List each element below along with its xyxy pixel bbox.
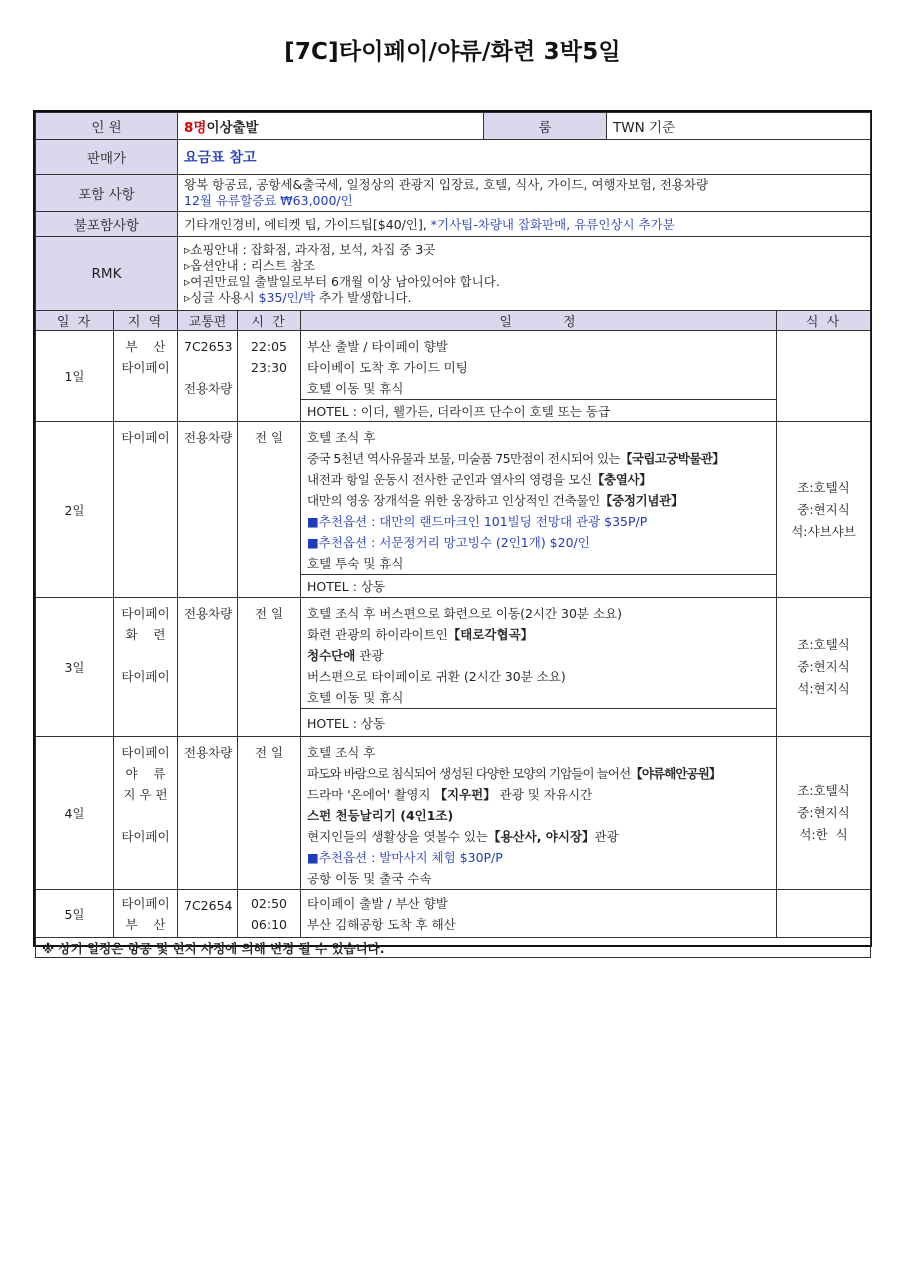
day5-time xyxy=(238,890,301,938)
day4-sched-5-place: 【용산사, 야시장】 xyxy=(487,829,595,844)
day3-region-3: 타이페이 xyxy=(121,669,170,684)
day4-sched-2-place: 【야류해안공원】 xyxy=(630,766,721,781)
day4-sched-3-text: 드라마 '온에어' 촬영지 xyxy=(307,787,435,802)
day4-region-3: 지 우 펀 xyxy=(123,787,168,802)
rmk-line-2: ▹옵션안내 : 리스트 참조 xyxy=(184,257,316,273)
day4-label: 4일 xyxy=(36,737,114,890)
rmk-line-4-prefix: ▹싱글 사용시 xyxy=(184,289,259,305)
day1-hotel: HOTEL : 이더, 웰가든, 더라이프 단수이 호텔 또는 동급 xyxy=(301,400,777,422)
day1-label: 1일 xyxy=(36,331,114,422)
day3-row xyxy=(36,598,871,709)
day2-sched-4-place: 【중정기념관】 xyxy=(599,493,684,508)
header-day: 일 자 xyxy=(36,311,114,331)
day1-sched-3: 호텔 이동 및 휴식 xyxy=(307,381,404,396)
day4-sched-1: 호텔 조식 후 xyxy=(307,745,376,760)
day3-schedule xyxy=(301,598,777,709)
rmk-line-4 xyxy=(184,290,864,306)
day2-sched-4 xyxy=(307,490,770,511)
day4-schedule xyxy=(301,737,777,890)
people-label: 인 원 xyxy=(36,113,178,140)
day4-meal xyxy=(777,737,871,890)
day4-dinner: 석:한 식 xyxy=(799,827,848,842)
day4-option-1: ■추천옵션 : 발마사지 체험 $30P/P xyxy=(307,850,503,865)
day3-sched-2-place: 【태로각협곡】 xyxy=(447,627,534,642)
day5-time-1: 02:50 xyxy=(250,895,288,911)
schedule-header-row xyxy=(36,311,871,331)
day2-meal xyxy=(777,422,871,598)
day4-region-4: 타이페이 xyxy=(121,829,170,844)
info-row-people xyxy=(36,113,871,140)
day2-sched-2 xyxy=(307,448,770,469)
day2-region xyxy=(114,422,178,598)
info-row-exclude xyxy=(36,212,871,237)
include-line1: 왕복 항공료, 공항세&출국세, 일정상의 관광지 입장료, 호텔, 식사, 가이드, 여행자보험, 전용차량 xyxy=(184,177,709,192)
day3-lunch: 중:현지식 xyxy=(797,659,850,674)
header-time: 시 간 xyxy=(238,311,301,331)
page-title: [7C]타이페이/야류/화련 3박5일 xyxy=(284,39,621,65)
header-meal: 식 사 xyxy=(777,311,871,331)
day4-sched-2 xyxy=(307,763,770,784)
day2-sched-3-text: 내전과 항일 운동시 전사한 군인과 열사의 영령을 모신 xyxy=(307,472,592,487)
day1-region-1: 부 산 xyxy=(125,339,166,354)
header-schedule: 일 정 xyxy=(301,311,777,331)
day1-meal xyxy=(777,331,871,422)
day2-sched-1: 호텔 조식 후 xyxy=(307,430,376,445)
day5-meal xyxy=(777,890,871,938)
price-value: 요금표 참고 xyxy=(178,140,871,175)
room-value: TWN 기준 xyxy=(607,113,871,140)
day5-label: 5일 xyxy=(36,890,114,938)
day1-row xyxy=(36,331,871,400)
day3-sched-3-place: 청수단애 xyxy=(307,648,356,663)
day4-sched-4: 스펀 천등날리기 (4인1조) xyxy=(307,808,454,823)
day2-time xyxy=(238,422,301,598)
day3-meal xyxy=(777,598,871,737)
header-region: 지 역 xyxy=(114,311,178,331)
day4-time xyxy=(238,737,301,890)
day4-breakfast: 조:호텔식 xyxy=(797,783,850,798)
day2-sched-3-place: 【충열사】 xyxy=(591,472,652,487)
people-value xyxy=(178,113,484,140)
day2-transport xyxy=(178,422,238,598)
day1-time xyxy=(238,331,301,422)
day3-sched-3-text: 관광 xyxy=(355,648,384,663)
day5-flight: 7C2654 xyxy=(184,898,233,913)
day2-dinner: 석:샤브샤브 xyxy=(791,523,856,539)
rmk-label: RMK xyxy=(36,237,178,311)
day4-region-1: 타이페이 xyxy=(121,745,170,760)
day1-vehicle: 전용차량 xyxy=(184,381,233,396)
day4-sched-3-place: 【지우펀】 xyxy=(434,787,496,802)
day5-transport xyxy=(178,890,238,938)
day5-sched-1: 타이페이 출발 / 부산 향발 xyxy=(307,895,448,911)
rmk-line-1: ▹쇼핑안내 : 잡화점, 과자점, 보석, 차집 중 3곳 xyxy=(184,241,436,257)
exclude-value xyxy=(178,212,871,237)
day3-time xyxy=(238,598,301,737)
day3-region-1: 타이페이 xyxy=(121,606,170,621)
day1-time-1: 22:05 xyxy=(250,339,288,354)
day2-time-1: 전 일 xyxy=(254,430,284,445)
day1-sched-2: 타이베이 도착 후 가이드 미팅 xyxy=(307,360,468,375)
day2-hotel: HOTEL : 상동 xyxy=(301,575,777,598)
day3-region-2: 화 련 xyxy=(125,627,166,642)
day4-time-1: 전 일 xyxy=(254,745,284,760)
day2-sched-2-text: 중국 5천년 역사유물과 보물, 미술품 75만점이 전시되어 있는 xyxy=(307,451,620,466)
day4-sched-5 xyxy=(307,826,770,847)
day1-sched-1: 부산 출발 / 타이페이 향발 xyxy=(307,339,448,354)
include-line2: 12월 유류할증료 ₩63,000/인 xyxy=(184,193,353,208)
day3-label: 3일 xyxy=(36,598,114,737)
day2-option-2: ■추천옵션 : 서문정거리 망고빙수 (2인1개) $20/인 xyxy=(307,535,590,550)
day2-vehicle: 전용차량 xyxy=(184,430,233,445)
info-row-rmk xyxy=(36,237,871,311)
day2-sched-3 xyxy=(307,469,770,490)
day3-sched-3 xyxy=(307,645,770,666)
info-row-include xyxy=(36,175,871,212)
day5-region xyxy=(114,890,178,938)
day4-region-2: 야 류 xyxy=(125,766,166,781)
day3-sched-2-text: 화련 관광의 하이라이트인 xyxy=(307,627,448,642)
day5-time-2: 06:10 xyxy=(250,916,288,932)
day1-time-2: 23:30 xyxy=(250,360,288,375)
day4-sched-5-text: 현지인들의 생활상을 엿볼수 있는 xyxy=(307,829,488,844)
day2-row xyxy=(36,422,871,575)
footer-row xyxy=(36,938,871,958)
day3-time-1: 전 일 xyxy=(254,606,284,621)
day4-sched-7: 공항 이동 및 출국 수속 xyxy=(307,871,432,886)
day4-sched-5-suffix: 관광 xyxy=(594,829,619,844)
day1-schedule xyxy=(301,331,777,400)
day4-sched-3-suffix: 관광 및 자유시간 xyxy=(495,787,593,802)
day3-sched-2 xyxy=(307,624,770,645)
day4-lunch: 중:현지식 xyxy=(797,805,850,820)
day2-lunch: 중:현지식 xyxy=(797,501,850,517)
day3-hotel: HOTEL : 상동 xyxy=(301,709,777,737)
day2-sched-7: 호텔 투숙 및 휴식 xyxy=(307,556,404,571)
itinerary-table xyxy=(35,112,871,958)
day5-sched-2: 부산 김해공항 도착 후 해산 xyxy=(307,916,456,932)
day5-region-1: 타이페이 xyxy=(121,895,170,911)
day4-sched-3 xyxy=(307,784,770,805)
day4-row xyxy=(36,737,871,890)
day3-dinner: 석:현지식 xyxy=(797,681,850,696)
day2-schedule xyxy=(301,422,777,575)
day1-transport xyxy=(178,331,238,422)
info-row-price xyxy=(36,140,871,175)
room-label: 룸 xyxy=(484,113,607,140)
day1-flight: 7C2653 xyxy=(184,339,233,354)
exclude-text: 기타개인경비, 에티켓 팁, 가이드팁[$40/인], xyxy=(184,217,431,232)
day1-region-2: 타이페이 xyxy=(121,360,170,375)
day2-label: 2일 xyxy=(36,422,114,598)
day1-region xyxy=(114,331,178,422)
day5-region-2: 부 산 xyxy=(125,916,166,932)
day3-region xyxy=(114,598,178,737)
day3-transport xyxy=(178,598,238,737)
day3-vehicle: 전용차량 xyxy=(184,606,233,621)
rmk-line-4-suffix: 추가 발생합니다. xyxy=(315,289,412,305)
day2-region-1: 타이페이 xyxy=(121,430,170,445)
day3-sched-5: 호텔 이동 및 휴식 xyxy=(307,690,404,705)
day4-sched-2-text: 파도와 바람으로 침식되어 생성된 다양한 모양의 기암들이 늘어선 xyxy=(307,766,631,781)
exclude-label: 불포함사항 xyxy=(36,212,178,237)
day4-vehicle: 전용차량 xyxy=(184,745,233,760)
people-suffix: 이상출발 xyxy=(206,120,259,136)
day2-sched-4-text: 대만의 영웅 장개석을 위한 웅장하고 인상적인 건축물인 xyxy=(307,493,600,508)
header-transport: 교통편 xyxy=(178,311,238,331)
include-value xyxy=(178,175,871,212)
day4-transport xyxy=(178,737,238,890)
day3-breakfast: 조:호텔식 xyxy=(797,637,850,652)
include-label: 포함 사항 xyxy=(36,175,178,212)
rmk-single-price: $35/인/박 xyxy=(258,289,316,305)
day5-schedule xyxy=(301,890,777,938)
rmk-value xyxy=(178,237,871,311)
footer-note: ※ 상기 일정은 항공 및 현지 사정에 의해 변경 될 수 있습니다. xyxy=(36,938,871,958)
day3-sched-1: 호텔 조식 후 버스편으로 화련으로 이동(2시간 30분 소요) xyxy=(307,606,623,621)
people-count: 8명 xyxy=(184,120,207,136)
rmk-line-3: ▹여권만료일 출발일로부터 6개월 이상 남아있어야 합니다. xyxy=(184,273,500,289)
price-label: 판매가 xyxy=(36,140,178,175)
day5-row xyxy=(36,890,871,938)
day4-region xyxy=(114,737,178,890)
day2-sched-2-place: 【국립고궁박물관】 xyxy=(619,451,725,466)
day3-sched-4: 버스편으로 타이페이로 귀환 (2시간 30분 소요) xyxy=(307,669,566,684)
exclude-note: *기사팁-차량내 잡화판매, 유류인상시 추가분 xyxy=(430,217,675,232)
day2-option-1: ■추천옵션 : 대만의 랜드마크인 101빌딩 전망대 관광 $35P/P xyxy=(307,514,648,529)
day2-breakfast: 조:호텔식 xyxy=(797,479,850,495)
